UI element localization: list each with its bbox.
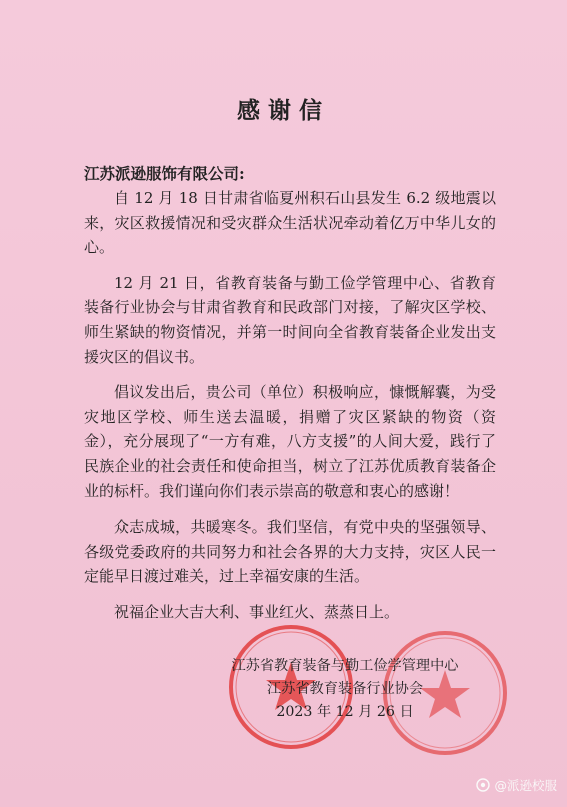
letter-body: [84, 186, 496, 636]
paragraph-3: 倡议发出后，贵公司（单位）积极响应，慷慨解囊，为受灾地区学校、师生送去温暖，捐赠了灾区紧缺的物资（资金），充分展现了“一方有难，八方支援”的人间大爱，践行了民族企业的社会责任和使命担当，树立了江苏优质教育装备企业的标杆。我们谨向你们表示崇高的敬意和衷心的感谢！: [84, 383, 496, 500]
signature-date: 2023 年 12 月 26 日: [276, 704, 414, 720]
watermark-text: @派逊校服: [494, 778, 557, 793]
paragraph-4: 众志成城，共暖寒冬。我们坚信，有党中央的坚强领导、各级党委政府的共同努力和社会各界的大力支持，灾区人民一定能早日渡过难关，过上幸福安康的生活。: [84, 518, 496, 586]
paragraph-5: 祝福企业大吉大利、事业红火、蒸蒸日上。: [114, 602, 400, 621]
paragraph-2: 12 月 21 日，省教育装备与勤工俭学管理中心、省教育装备行业协会与甘肃省教育和民政部门对接，了解灾区学校、师生紧缺的物资情况，并第一时间向全省教育装备企业发出支援灾区的倡议书。: [84, 273, 496, 366]
letter-title: 感谢信: [237, 97, 330, 124]
watermark: [476, 776, 557, 794]
signature-block: [200, 655, 490, 724]
signature-org-2: 江苏省教育装备行业协会: [266, 681, 424, 697]
paragraph-1: 自 12 月 18 日甘肃省临夏州积石山县发生 6.2 级地震以来，灾区救援情况和受灾群众生活状况牵动着亿万中华儿女的心。: [84, 189, 496, 257]
letter-recipient: 江苏派逊服饰有限公司:: [84, 164, 245, 183]
platform-logo-icon: [476, 778, 490, 792]
signature-org-1: 江苏省教育装备与勤工俭学管理中心: [231, 658, 459, 674]
